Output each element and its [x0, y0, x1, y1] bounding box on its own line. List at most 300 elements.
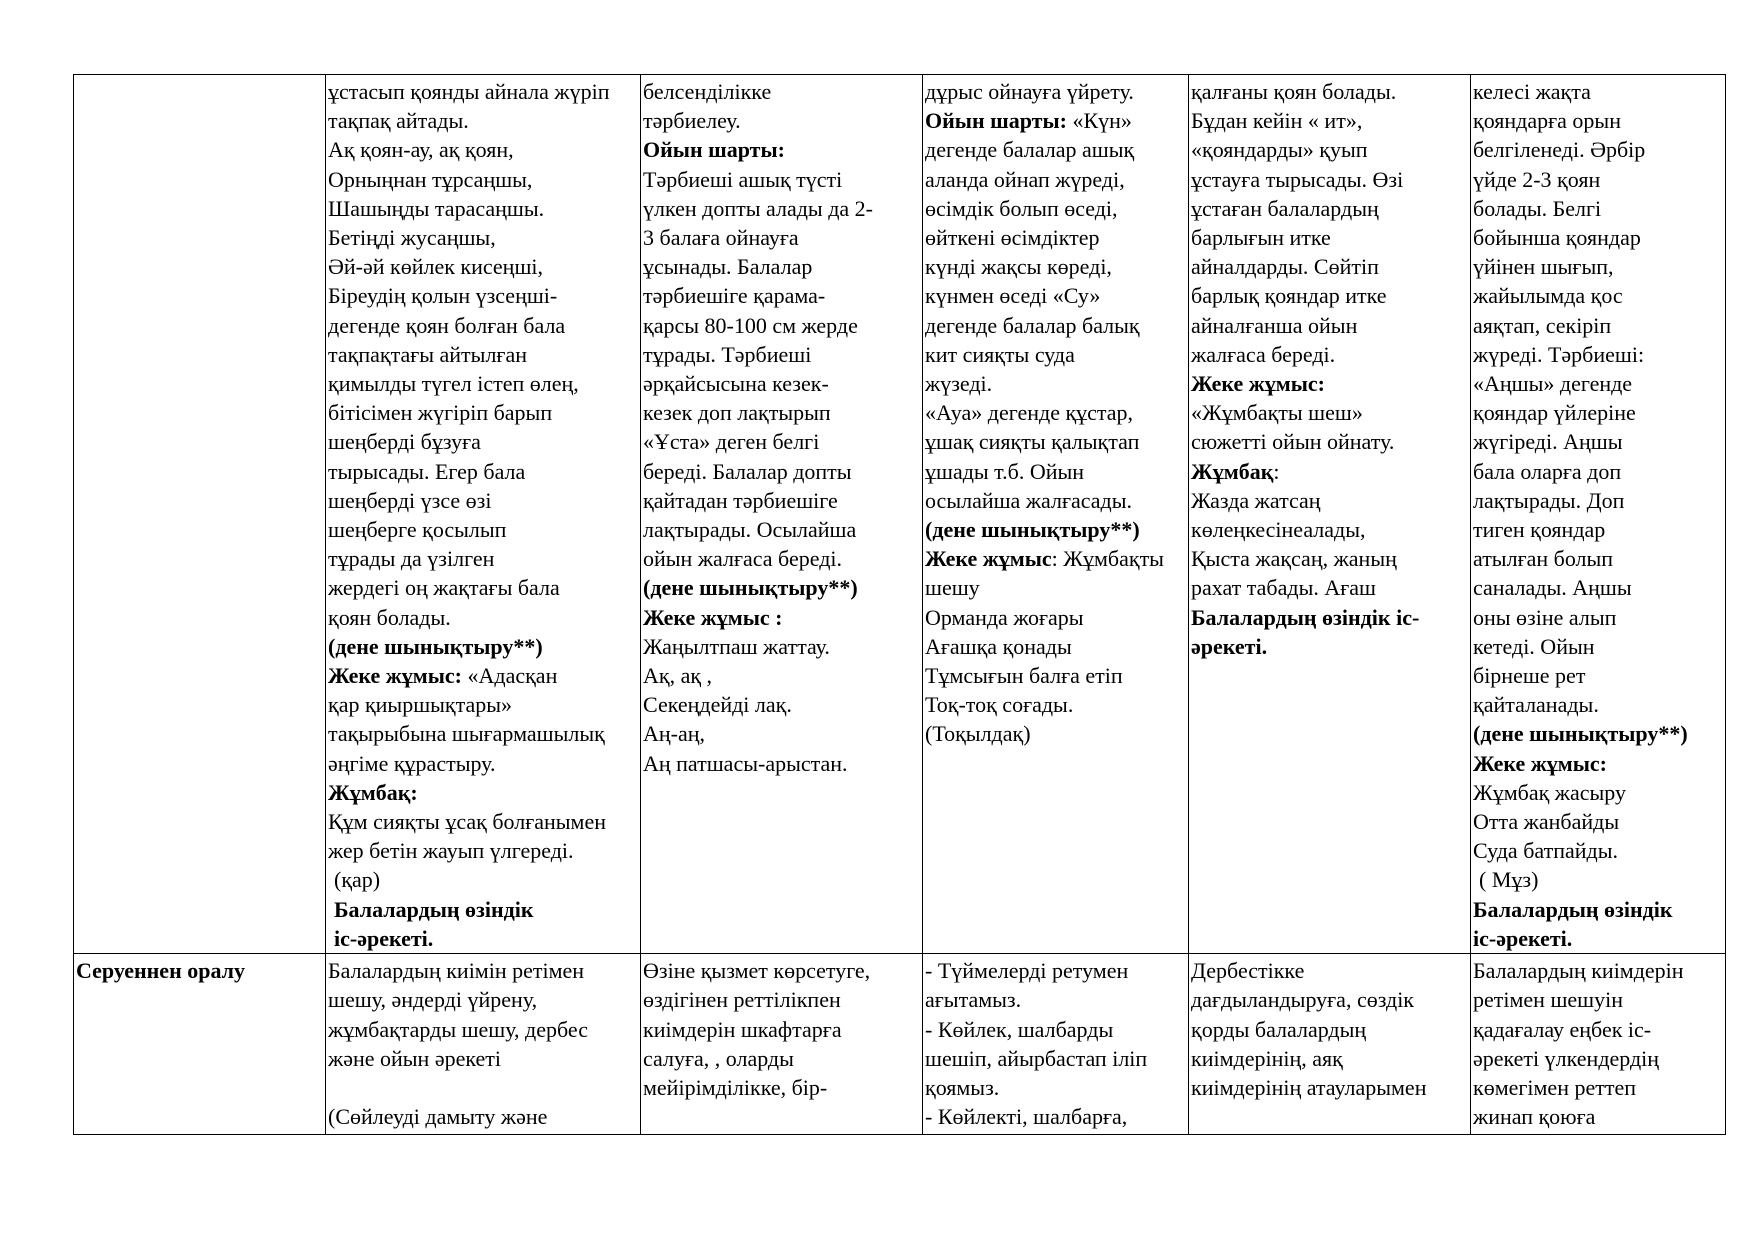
- line-text: лақтырады. Осылайша: [643, 517, 857, 543]
- line-text: Өзіне қызмет көрсетуге,: [643, 958, 871, 984]
- text-line: [925, 661, 1186, 690]
- line-text: шеңберді үзсе өзі: [328, 487, 492, 513]
- line-text: Жаңылтпаш жаттау.: [643, 633, 830, 659]
- text-line: [328, 1015, 638, 1044]
- text-line: [643, 135, 920, 164]
- line-text: «Адасқан: [462, 663, 558, 689]
- line-text: көлеңкесінеалады,: [1191, 517, 1366, 543]
- text-line: [328, 340, 638, 369]
- text-line: [328, 573, 638, 602]
- line-text: 3 балаға ойнауға: [643, 225, 799, 251]
- text-line: [1473, 778, 1723, 807]
- line-text: «Жұмбақты шеш»: [1191, 400, 1363, 426]
- bold-text: Балалардың өзіндік: [334, 896, 534, 922]
- text-line: [643, 956, 920, 985]
- text-line: [328, 427, 638, 456]
- text-line: [328, 603, 638, 632]
- line-text: Аң патшасы-арыстан.: [643, 750, 848, 776]
- text-line: [1473, 486, 1723, 515]
- text-line: [925, 632, 1186, 661]
- line-text: киімдерін шкафтарға: [643, 1016, 842, 1042]
- bold-text: Балалардың өзіндік: [1473, 896, 1673, 922]
- line-text: Аң-аң,: [643, 721, 706, 747]
- text-line: [1191, 252, 1468, 281]
- text-line: [925, 515, 1186, 544]
- bold-text: (дене шынықтыру**): [328, 633, 543, 659]
- line-text: жүзеді.: [925, 371, 993, 397]
- text-line: [328, 1044, 638, 1073]
- line-text: жүреді. Тәрбиеші:: [1473, 341, 1645, 367]
- line-text: ( Мұз): [1479, 867, 1539, 893]
- text-line: [328, 544, 638, 573]
- text-line: [1473, 135, 1723, 164]
- text-line: [328, 749, 638, 778]
- text-line: [925, 1102, 1186, 1131]
- text-line: [643, 1073, 920, 1102]
- line-text: қоян болады.: [328, 604, 451, 630]
- line-text: әрқайсысына кезек-: [643, 371, 829, 397]
- text-line: [328, 895, 638, 924]
- line-text: Ақ қоян-ау, ақ қоян,: [328, 137, 514, 163]
- line-text: ұстаған балалардың: [1191, 195, 1379, 221]
- text-line: [328, 807, 638, 836]
- text-line: [1191, 573, 1468, 602]
- bold-text: Жеке жұмыс:: [328, 663, 462, 689]
- line-text: ұшақ сияқты қалықтап: [925, 429, 1140, 455]
- text-line: [1191, 1073, 1468, 1102]
- text-line: [1191, 369, 1468, 398]
- text-line: [1191, 340, 1468, 369]
- bold-text: іс-әрекеті.: [1473, 925, 1573, 951]
- text-line: [328, 719, 638, 748]
- line-text: тырысады. Егер бала: [328, 458, 526, 484]
- cell-friday: [1471, 75, 1726, 954]
- line-text: Тоқ-тоқ соғады.: [925, 692, 1074, 718]
- text-line: [328, 836, 638, 865]
- line-text: : Жұмбақты: [1051, 546, 1164, 572]
- line-text: көмегімен реттеп: [1473, 1074, 1637, 1100]
- text-line: [1473, 252, 1723, 281]
- line-text: белсенділікке: [643, 79, 772, 104]
- line-text: қарсы 80-100 см жерде: [643, 312, 858, 338]
- text-line: [1473, 106, 1723, 135]
- line-text: бітісімен жүгіріп барып: [328, 400, 553, 426]
- line-text: өйткені өсімдіктер: [925, 225, 1100, 251]
- row-label-cell: [74, 954, 326, 1135]
- line-text: салуға, , оларды: [643, 1045, 794, 1071]
- text-line: [1191, 544, 1468, 573]
- text-line: [643, 515, 920, 544]
- text-line: [1191, 311, 1468, 340]
- line-text: дегенде балалар балық: [925, 312, 1140, 338]
- cell-thursday: [1189, 75, 1471, 954]
- text-line: [1191, 1044, 1468, 1073]
- text-line: [643, 1015, 920, 1044]
- text-line: [643, 398, 920, 427]
- line-text: дұрыс ойнауға үйрету.: [925, 79, 1134, 104]
- text-line: [925, 544, 1186, 573]
- text-line: [643, 661, 920, 690]
- text-line: [1473, 311, 1723, 340]
- line-text: қоямыз.: [925, 1074, 1000, 1100]
- bold-text: Жеке жұмыс:: [1473, 750, 1607, 776]
- text-line: [643, 340, 920, 369]
- text-line: [643, 632, 920, 661]
- line-text: «Аңшы» дегенде: [1473, 371, 1633, 397]
- line-text: тұрады. Тәрбиеші: [643, 341, 812, 367]
- text-line: [925, 369, 1186, 398]
- text-line: [1473, 1015, 1723, 1044]
- bold-text: Жеке жұмыс:: [1191, 371, 1325, 397]
- text-line: [643, 1044, 920, 1073]
- line-text: (Тоқылдақ): [925, 721, 1031, 747]
- text-line: [328, 311, 638, 340]
- line-text: Құм сияқты ұсақ болғанымен: [328, 809, 607, 835]
- text-line: [1473, 632, 1723, 661]
- text-line: [328, 1102, 638, 1131]
- text-line: [328, 956, 638, 985]
- line-text: киімдерінің атауларымен: [1191, 1074, 1427, 1100]
- bold-text: әрекеті.: [1191, 633, 1268, 659]
- line-text: Дербестікке: [1191, 958, 1305, 984]
- line-text: кит сияқты суда: [925, 341, 1075, 367]
- text-line: [925, 1015, 1186, 1044]
- line-text: атылған болып: [1473, 546, 1614, 572]
- text-line: [925, 486, 1186, 515]
- text-line: [1473, 1044, 1723, 1073]
- text-line: [328, 486, 638, 515]
- text-line: [1473, 690, 1723, 719]
- text-line: [643, 690, 920, 719]
- line-text: ағытамыз.: [925, 987, 1022, 1013]
- bold-text: (дене шынықтыру**): [925, 517, 1140, 543]
- line-text: барлығын итке: [1191, 225, 1331, 251]
- line-text: оны өзіне алып: [1473, 604, 1617, 630]
- line-text: ретімен шешуін: [1473, 987, 1623, 1013]
- text-line: [1191, 515, 1468, 544]
- text-line: [925, 252, 1186, 281]
- line-text: жұмбақтарды шешу, дербес: [328, 1016, 588, 1042]
- line-text: ұстауға тырысады. Өзі: [1191, 166, 1404, 192]
- line-text: әңгіме құрастыру.: [328, 750, 496, 776]
- text-line: [925, 573, 1186, 602]
- text-line: [643, 486, 920, 515]
- cell-tuesday: [641, 954, 923, 1135]
- line-text: тақпақтағы айтылған: [328, 341, 527, 367]
- line-text: сюжетті ойын ойнату.: [1191, 429, 1395, 455]
- bold-text: Балалардың өзіндік іс-: [1191, 604, 1420, 630]
- line-text: бала оларға доп: [1473, 458, 1622, 484]
- cell-friday: [1471, 954, 1726, 1135]
- text-line: [1191, 281, 1468, 310]
- line-text: Балалардың киімдерін: [1473, 958, 1684, 984]
- text-line: [1191, 223, 1468, 252]
- text-line: [643, 573, 920, 602]
- text-line: [643, 749, 920, 778]
- line-text: Бетіңді жусаңшы,: [328, 225, 496, 251]
- text-line: [925, 719, 1186, 748]
- table-row-walk-continued: [74, 75, 1726, 954]
- text-line: [643, 311, 920, 340]
- text-line: [1191, 165, 1468, 194]
- text-line: [328, 252, 638, 281]
- line-text: жердегі оң жақтағы бала: [328, 575, 560, 601]
- line-text: Шашыңды тарасаңшы.: [328, 195, 545, 221]
- line-text: жайылымда қос: [1473, 283, 1623, 309]
- text-line: [1473, 749, 1723, 778]
- text-line: [328, 398, 638, 427]
- line-text: мейірімділікке, бір-: [643, 1074, 828, 1100]
- line-text: шеңберді бұзуға: [328, 429, 481, 455]
- text-line: [328, 77, 638, 106]
- text-line: [1473, 807, 1723, 836]
- line-text: «қояндарды» қуып: [1191, 137, 1368, 163]
- text-line: [643, 603, 920, 632]
- text-line: [925, 985, 1186, 1014]
- text-line: [1191, 1015, 1468, 1044]
- text-line: [1191, 398, 1468, 427]
- text-line: [925, 106, 1186, 135]
- text-line: [1191, 486, 1468, 515]
- line-text: аланда ойнап жүреді,: [925, 166, 1125, 192]
- text-line: [328, 515, 638, 544]
- text-line: [643, 369, 920, 398]
- text-line: [1191, 603, 1468, 632]
- line-text: Орныңнан тұрсаңшы,: [328, 166, 533, 192]
- text-line: [1473, 895, 1723, 924]
- line-text: күнді жақсы көреді,: [925, 254, 1112, 280]
- text-line: [925, 603, 1186, 632]
- text-line: [925, 956, 1186, 985]
- text-line: [1473, 223, 1723, 252]
- line-text: Тұмсығын балға етіп: [925, 663, 1123, 689]
- text-line: [925, 1073, 1186, 1102]
- text-line: [1473, 427, 1723, 456]
- text-line: [1473, 77, 1723, 106]
- text-line: [1473, 515, 1723, 544]
- line-text: «Ұста» деген белгі: [643, 429, 820, 455]
- text-line: [643, 77, 920, 106]
- line-text: тәрбиелеу.: [643, 108, 741, 134]
- text-line: [328, 690, 638, 719]
- line-text: - Түймелерді ретумен: [925, 958, 1129, 984]
- line-text: өздігінен реттілікпен: [643, 987, 841, 1013]
- line-text: ойын жалғаса береді.: [643, 546, 842, 572]
- text-line: [1473, 369, 1723, 398]
- line-text: дегенде қоян болған бала: [328, 312, 566, 338]
- line-text: үйде 2-3 қоян: [1473, 166, 1601, 192]
- text-line: [1473, 865, 1723, 894]
- text-line: [1191, 135, 1468, 164]
- line-text: лақтырады. Доп: [1473, 487, 1625, 513]
- line-text: Бұдан кейін « ит»,: [1191, 108, 1363, 134]
- bold-text: Ойын шарты:: [925, 108, 1067, 134]
- text-line: [643, 252, 920, 281]
- line-text: тұрады да үзілген: [328, 546, 495, 572]
- text-line: [328, 223, 638, 252]
- line-text: өсімдік болып өседі,: [925, 195, 1118, 221]
- bold-text: Жұмбақ: [1191, 458, 1274, 484]
- text-line: [1191, 632, 1468, 661]
- line-text: (Сөйлеуді дамыту және: [328, 1103, 548, 1129]
- text-line: [328, 924, 638, 953]
- line-text: :: [1273, 458, 1280, 484]
- line-text: айналғанша ойын: [1191, 312, 1358, 338]
- text-line: [1191, 457, 1468, 486]
- line-text: қадағалау еңбек іс-: [1473, 1016, 1652, 1042]
- line-text: саналады. Аңшы: [1473, 575, 1632, 601]
- line-text: қояндарға орын: [1473, 108, 1621, 134]
- line-text: шешу, әндерді үйрену,: [328, 987, 538, 1013]
- cell-tuesday: [641, 75, 923, 954]
- plan-table: [73, 74, 1726, 1135]
- text-line: [328, 865, 638, 894]
- text-line: [925, 165, 1186, 194]
- line-text: үйінен шығып,: [1473, 254, 1614, 280]
- bold-text: (дене шынықтыру**): [1473, 721, 1688, 747]
- line-text: күнмен өседі «Су»: [925, 283, 1101, 309]
- cell-wednesday: [923, 954, 1189, 1135]
- text-line: [328, 194, 638, 223]
- cell-monday: [326, 75, 641, 954]
- line-text: Ақ, ақ ,: [643, 663, 713, 689]
- text-line: [925, 194, 1186, 223]
- text-line: [328, 1073, 638, 1102]
- text-line: [643, 223, 920, 252]
- text-line: [1473, 340, 1723, 369]
- text-line: [1191, 956, 1468, 985]
- text-line: [643, 165, 920, 194]
- line-text: Орманда жоғары: [925, 604, 1084, 630]
- line-text: осылайша жалғасады.: [925, 487, 1133, 513]
- line-text: үлкен допты алады да 2-: [643, 195, 873, 221]
- line-text: - Көйлек, шалбарды: [925, 1016, 1114, 1042]
- text-line: [1473, 1102, 1723, 1131]
- line-text: Жазда жатсаң: [1191, 487, 1321, 513]
- text-line: [328, 632, 638, 661]
- line-text: қояндар үйлеріне: [1473, 400, 1636, 426]
- bold-text: Ойын шарты:: [643, 137, 785, 163]
- line-text: аяқтап, секіріп: [1473, 312, 1612, 338]
- bold-text: Жеке жұмыс :: [643, 604, 783, 630]
- text-line: [328, 281, 638, 310]
- text-line: [1473, 165, 1723, 194]
- line-text: қимылды түгел істеп өлең,: [328, 371, 579, 397]
- line-text: барлық қояндар итке: [1191, 283, 1387, 309]
- cell-thursday: [1189, 954, 1471, 1135]
- text-line: [643, 281, 920, 310]
- line-text: шеңберге қосылып: [328, 517, 507, 543]
- text-line: [1473, 573, 1723, 602]
- line-text: тиген қояндар: [1473, 517, 1606, 543]
- line-text: ұстасып қоянды айнала жүріп: [328, 79, 610, 104]
- line-text: Секеңдейді лақ.: [643, 692, 792, 718]
- bold-text: (дене шынықтыру**): [643, 575, 858, 601]
- line-text: Суда батпайды.: [1473, 838, 1618, 864]
- text-line: [925, 690, 1186, 719]
- table-row-return-from-walk: [74, 954, 1726, 1135]
- line-text: қайтадан тәрбиешіге: [643, 487, 838, 513]
- text-line: [328, 135, 638, 164]
- text-line: [925, 340, 1186, 369]
- text-line: [925, 77, 1186, 106]
- line-text: Әй-әй көйлек кисеңші,: [328, 254, 544, 280]
- text-line: [925, 223, 1186, 252]
- line-text: бірнеше рет: [1473, 663, 1586, 689]
- text-line: [925, 281, 1186, 310]
- text-line: [1473, 457, 1723, 486]
- line-text: қорды балалардың: [1191, 1016, 1367, 1042]
- text-line: [925, 457, 1186, 486]
- row-label: Серуеннен оралу: [76, 958, 246, 984]
- line-text: ұшады т.б. Ойын: [925, 458, 1085, 484]
- text-line: [1473, 836, 1723, 865]
- text-line: [1473, 1073, 1723, 1102]
- line-text: рахат табады. Ағаш: [1191, 575, 1376, 601]
- line-text: - Көйлекті, шалбарға,: [925, 1104, 1128, 1130]
- text-line: [643, 985, 920, 1014]
- line-text: Балалардың киімін ретімен: [328, 958, 585, 984]
- text-line: [1191, 194, 1468, 223]
- line-text: тәрбиешіге қарама-: [643, 283, 826, 309]
- line-text: ұсынады. Балалар: [643, 254, 813, 280]
- line-text: Біреудің қолын үзсеңші-: [328, 283, 558, 309]
- line-text: бойынша қояндар: [1473, 225, 1641, 251]
- text-line: [1191, 77, 1468, 106]
- line-text: қалғаны қоян болады.: [1191, 79, 1397, 104]
- line-text: әрекеті үлкендердің: [1473, 1045, 1660, 1071]
- text-line: [1473, 603, 1723, 632]
- text-line: [1473, 719, 1723, 748]
- line-text: дағдыландыруға, сөздік: [1191, 987, 1414, 1013]
- line-text: киімдерінің, аяқ: [1191, 1045, 1343, 1071]
- line-text: келесі жақта: [1473, 79, 1591, 104]
- bold-text: іс-әрекеті.: [334, 925, 434, 951]
- line-text: тақпақ айтады.: [328, 108, 469, 134]
- line-text: айналдарды. Сөйтіп: [1191, 254, 1379, 280]
- line-text: Жұмбақ жасыру: [1473, 779, 1627, 805]
- line-text: шешу: [925, 575, 980, 601]
- text-line: [1191, 106, 1468, 135]
- line-text: тақырыбына шығармашылық: [328, 721, 605, 747]
- line-text: Отта жанбайды: [1473, 809, 1620, 835]
- text-line: [1473, 956, 1723, 985]
- text-line: [643, 106, 920, 135]
- bold-text: Жеке жұмыс: [925, 546, 1052, 572]
- text-line: [925, 135, 1186, 164]
- line-text: қар қиыршықтары»: [328, 692, 513, 718]
- text-line: [1473, 924, 1723, 953]
- text-line: [328, 165, 638, 194]
- text-line: [925, 311, 1186, 340]
- bold-text: Жұмбақ:: [328, 779, 418, 805]
- line-text: «Күн»: [1066, 108, 1132, 134]
- line-text: жалғаса береді.: [1191, 341, 1336, 367]
- text-line: [328, 457, 638, 486]
- text-line: [643, 427, 920, 456]
- text-line: [1191, 427, 1468, 456]
- line-text: Ағашқа қонады: [925, 633, 1072, 659]
- text-line: [328, 661, 638, 690]
- line-text: шешіп, айырбастап іліп: [925, 1045, 1148, 1071]
- text-line: [1473, 194, 1723, 223]
- text-line: [925, 427, 1186, 456]
- line-text: жинап қоюға: [1473, 1104, 1596, 1130]
- line-text: қайталанады.: [1473, 692, 1599, 718]
- text-line: [643, 544, 920, 573]
- text-line: [643, 719, 920, 748]
- text-line: [1473, 985, 1723, 1014]
